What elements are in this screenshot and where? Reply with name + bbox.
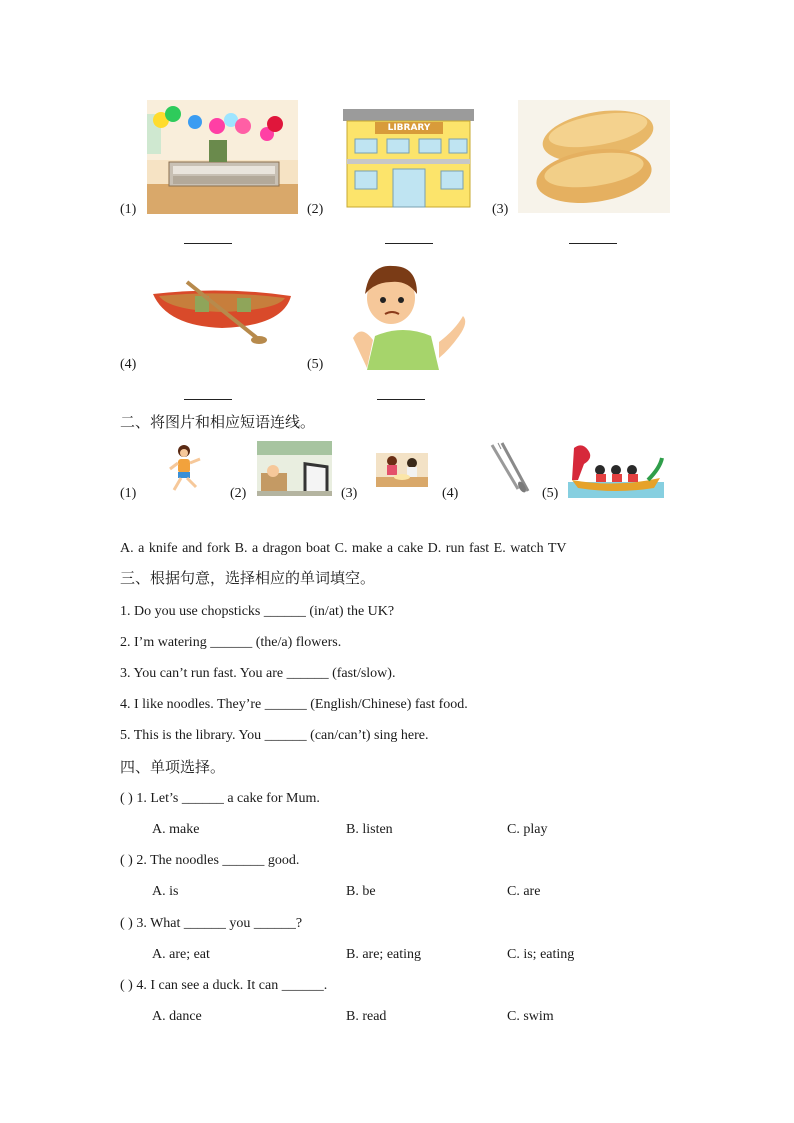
fill-in-item[interactable]: 5. This is the library. You ______ (can/can’t) sing here. [120,728,429,743]
knife-fork-picture[interactable] [488,441,534,495]
fill-in-item[interactable]: 2. I’m watering ______ (the/a) flowers. [120,635,342,650]
option-c[interactable]: C. play [507,822,548,837]
option-c[interactable]: C. are [507,884,541,899]
phrase-options: A. a knife and fork B. a dragon boat C. make a cake D. run fast E. watch TV [120,541,567,556]
answer-blank[interactable] [377,399,425,400]
item-number: (1) [120,202,137,217]
option-c[interactable]: C. is; eating [507,947,575,962]
item-number: (2) [230,486,247,501]
section-title: 二、将图片和相应短语连线。 [120,415,316,431]
option-b[interactable]: B. listen [346,822,393,837]
item-number: (4) [442,486,459,501]
section-title: 三、根据句意，选择相应的单词填空。 [120,571,376,587]
making-cake-picture[interactable] [376,453,428,487]
party-room-picture [147,100,298,214]
option-a[interactable]: A. is [152,884,179,899]
answer-blank[interactable] [184,243,232,244]
rowing-boat-picture [147,256,298,368]
section-title: 四、单项选择。 [120,760,226,776]
bread-picture [518,100,670,213]
answer-blank[interactable] [569,243,617,244]
dragon-boat-picture[interactable] [568,440,664,498]
fill-in-item[interactable]: 4. I like noodles. They’re ______ (English/Chinese) fast food. [120,697,468,712]
boy-shrugging-picture [345,258,471,370]
item-number: (4) [120,357,137,372]
watching-tv-picture[interactable] [257,441,332,496]
item-number: (2) [307,202,324,217]
item-number: (3) [341,486,358,501]
answer-blank[interactable] [184,399,232,400]
question-stem[interactable]: ( ) 3. What ______ you ______? [120,916,303,931]
item-number: (5) [307,357,324,372]
option-c[interactable]: C. swim [507,1009,554,1024]
item-number: (1) [120,486,137,501]
option-b[interactable]: B. read [346,1009,387,1024]
answer-blank[interactable] [385,243,433,244]
option-a[interactable]: A. are; eat [152,947,210,962]
fill-in-item[interactable]: 1. Do you use chopsticks ______ (in/at) the UK? [120,604,395,619]
option-a[interactable]: A. dance [152,1009,202,1024]
item-number: (5) [542,486,559,501]
running-girl-picture[interactable] [160,443,208,493]
fill-in-item[interactable]: 3. You can’t run fast. You are ______ (fast/slow). [120,666,396,681]
question-stem[interactable]: ( ) 1. Let’s ______ a cake for Mum. [120,791,320,806]
option-a[interactable]: A. make [152,822,200,837]
library-building-picture [337,103,480,209]
library-sign: LIBRARY [387,123,431,133]
option-b[interactable]: B. be [346,884,376,899]
item-number: (3) [492,202,509,217]
question-stem[interactable]: ( ) 4. I can see a duck. It can ______. [120,978,328,993]
option-b[interactable]: B. are; eating [346,947,422,962]
question-stem[interactable]: ( ) 2. The noodles ______ good. [120,853,300,868]
